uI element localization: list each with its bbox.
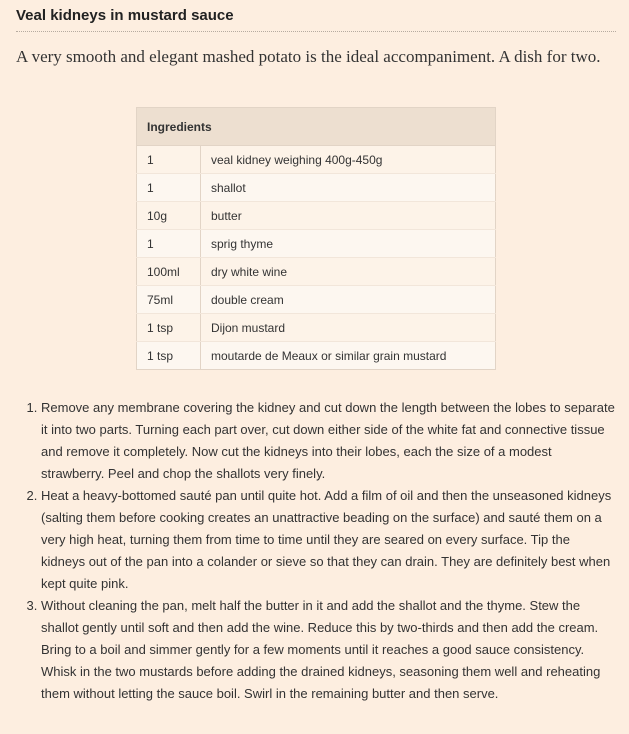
ingredient-quantity: 10g	[137, 202, 201, 230]
ingredient-row	[137, 286, 496, 314]
ingredient-name: double cream	[201, 286, 496, 314]
ingredient-row	[137, 258, 496, 286]
ingredient-quantity: 1 tsp	[137, 314, 201, 342]
ingredient-name: sprig thyme	[201, 230, 496, 258]
ingredient-name: dry white wine	[201, 258, 496, 286]
ingredient-row	[137, 230, 496, 258]
ingredient-row	[137, 314, 496, 342]
ingredient-name: shallot	[201, 174, 496, 202]
ingredient-name: veal kidney weighing 400g-450g	[201, 146, 496, 174]
ingredient-quantity: 1 tsp	[137, 342, 201, 370]
recipe-title: Veal kidneys in mustard sauce	[16, 7, 234, 24]
ingredient-quantity: 100ml	[137, 258, 201, 286]
ingredient-name: butter	[201, 202, 496, 230]
ingredient-name: moutarde de Meaux or similar grain mustard	[201, 342, 496, 370]
recipe-intro: A very smooth and elegant mashed potato is the ideal accompaniment. A dish for two.	[16, 47, 601, 66]
ingredients-table	[136, 107, 496, 370]
title-divider	[16, 31, 616, 32]
method-steps	[16, 397, 616, 705]
method-step: 2. Heat a heavy-bottomed sauté pan until quite hot. Add a film of oil and then the unseasoned kidneys (salting them before cooking creates an unattractive beading on the surface) and sauté them on a very high heat, turning them from time to time until they are seared on every surface. Tip the kidneys out of the pan into a colander or sieve so that they can drain. They are definitely best when kept quite pink.	[41, 485, 616, 595]
ingredient-quantity: 1	[137, 174, 201, 202]
ingredient-name: Dijon mustard	[201, 314, 496, 342]
ingredients-header: Ingredients	[137, 108, 496, 146]
ingredient-row	[137, 202, 496, 230]
method-step: 1. Remove any membrane covering the kidney and cut down the length between the lobes to separate it into two parts. Turning each part over, cut down either side of the white fat and connective tissue and remove it completely. Now cut the kidneys into their lobes, each the size of a modest strawberry. Peel and chop the shallots very finely.	[41, 397, 616, 485]
ingredient-quantity: 1	[137, 230, 201, 258]
ingredient-quantity: 75ml	[137, 286, 201, 314]
ingredient-row	[137, 174, 496, 202]
ingredients-header-row	[137, 108, 496, 146]
ingredient-row	[137, 342, 496, 370]
ingredient-quantity: 1	[137, 146, 201, 174]
ingredient-row	[137, 146, 496, 174]
method-step: 3. Without cleaning the pan, melt half the butter in it and add the shallot and the thyme. Stew the shallot gently until soft and then add the wine. Reduce this by two-thirds and then add the cream. Bring to a boil and simmer gently for a few moments until it reaches a good sauce consistency. Whisk in the two mustards before adding the drained kidneys, seasoning them well and reheating them without letting the sauce boil. Swirl in the remaining butter and then serve.	[41, 595, 616, 705]
